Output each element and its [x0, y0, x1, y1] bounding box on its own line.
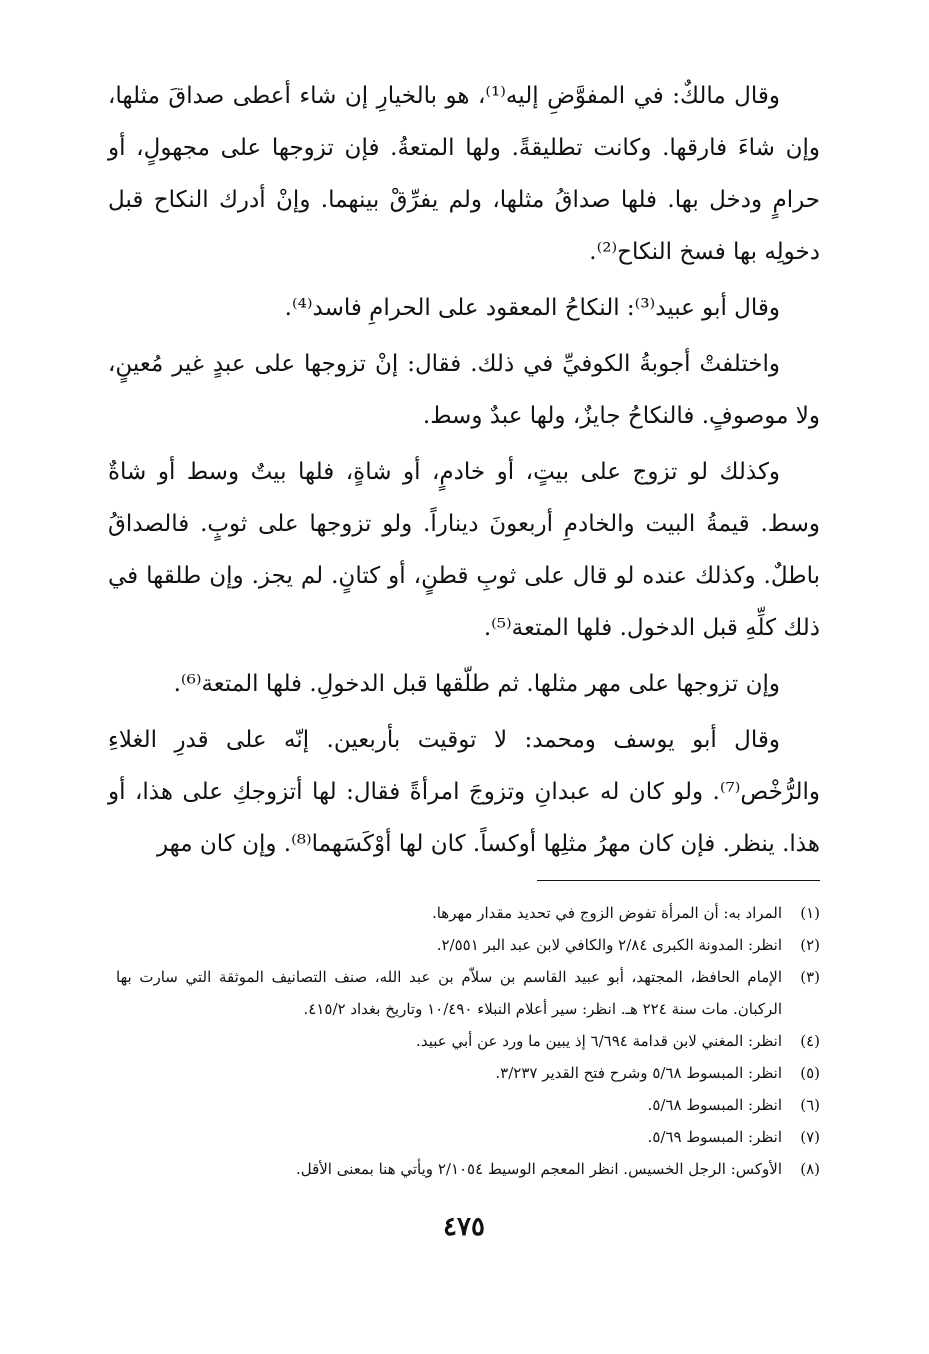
footnote-number: (٣) — [800, 968, 820, 986]
paragraph-4: وكذلك لو تزوج على بيتٍ، أو خادمٍ، أو شاةٍ، فلها بيتٌ وسط أو شاةٌ وسط. قيمةُ البيت والخادمِ أربعونَ ديناراً. ولو تزوجها على ثوبٍ. فالصداقُ باطلٌ. وكذلك عنده لو قال على ثوبِ قطنٍ، أو كتانٍ. لم يجز. وإن طلقها في ذلك كلِّهِ قبل الدخول. فلها المتعة⁽⁵⁾. — [108, 459, 820, 641]
footnote-text: الإمام الحافظ، المجتهد، أبو عبيد القاسم بن سلاّم بن عبد الله، صنف التصانيف الموثقة التي سارت بها الركبان. مات سنة ٢٢٤ هـ. انظر: سير أعلام النبلاء ١٠/٤٩٠ وتاريخ بغداد ٤١٥/٢. — [116, 968, 782, 1018]
paragraph-2: وقال أبو عبيد⁽³⁾: النكاحُ المعقود على الحرامِ فاسد⁽⁴⁾. — [284, 295, 780, 321]
footnote-1 — [108, 897, 820, 929]
footnote-number: (٦) — [800, 1096, 820, 1114]
footnote-2 — [108, 929, 820, 961]
footnote-divider — [537, 880, 820, 881]
document-page — [108, 70, 820, 1310]
footnote-text: انظر: المدونة الكبرى ٢/٨٤ والكافي لابن عبد البر ٢/٥٥١. — [436, 936, 782, 954]
footnote-6 — [108, 1089, 820, 1121]
page-number: ٤٧٥ — [443, 1212, 485, 1242]
main-text — [108, 70, 820, 870]
footnote-7 — [108, 1121, 820, 1153]
footnotes — [108, 897, 820, 1185]
paragraph-1: وقال مالكٌ: في المفوَّضِ إليه⁽¹⁾، هو بالخيارِ إن شاء أعطى صداقَ مثلها، وإن شاءَ فارقها. وكانت تطليقةً. ولها المتعةُ. فإن تزوجها على مجهولٍ، أو حرامٍ ودخل بها. فلها صداقُ مثلها، ولم يفرِّقْ بينهما. وإنْ أدرك النكاح قبل دخولِه بها فسخ النكاح⁽²⁾. — [108, 83, 820, 265]
paragraph-6: وقال أبو يوسف ومحمد: لا توقيت بأربعين. إنّه على قدرِ الغلاءِ والرُّخْص⁽⁷⁾. ولو كان له عبدانِ وتزوجَ امرأةً فقال: لها أتزوجكِ على هذا، أو هذا. ينظر. فإن كان مهرُ مثلِها أوكساً. كان لها أوْكَسَهما⁽⁸⁾. وإن كان مهر — [108, 727, 820, 857]
footnote-number: (٧) — [800, 1128, 820, 1146]
footnote-number: (٢) — [800, 936, 820, 954]
footnote-text: المراد به: أن المرأة تفوض الزوج في تحديد مقدار مهرها. — [431, 904, 782, 922]
footnote-text: انظر: المبسوط ٥/٦٩. — [647, 1128, 782, 1146]
footnote-text: انظر: المبسوط ٥/٦٨ وشرح فتح القدير ٣/٢٣٧. — [495, 1064, 782, 1082]
footnote-text: انظر: المبسوط ٥/٦٨. — [647, 1096, 782, 1114]
footnote-number: (١) — [800, 904, 820, 922]
footnote-8 — [108, 1153, 820, 1185]
footnote-number: (٨) — [800, 1160, 820, 1178]
paragraph-5: وإن تزوجها على مهر مثلها. ثم طلّقها قبل الدخولِ. فلها المتعة⁽⁶⁾. — [173, 671, 780, 697]
footnote-number: (٤) — [800, 1032, 820, 1050]
footnote-3 — [108, 961, 820, 1025]
footnote-text: الأوكس: الرجل الخسيس. انظر المعجم الوسيط ٢/١٠٥٤ ويأتي هنا بمعنى الأقل. — [295, 1160, 782, 1178]
footnote-4 — [108, 1025, 820, 1057]
footnote-text: انظر: المغني لابن قدامة ٦/٦٩٤ إذ يبين ما ورد عن أبي عبيد. — [416, 1032, 782, 1050]
paragraph-3: واختلفتْ أجوبةُ الكوفيِّ في ذلك. فقال: إنْ تزوجها على عبدٍ غير مُعينٍ، ولا موصوفٍ. فالنكاحُ جايزٌ، ولها عبدٌ وسط. — [108, 351, 820, 429]
footnote-5 — [108, 1057, 820, 1089]
footnote-number: (٥) — [800, 1064, 820, 1082]
